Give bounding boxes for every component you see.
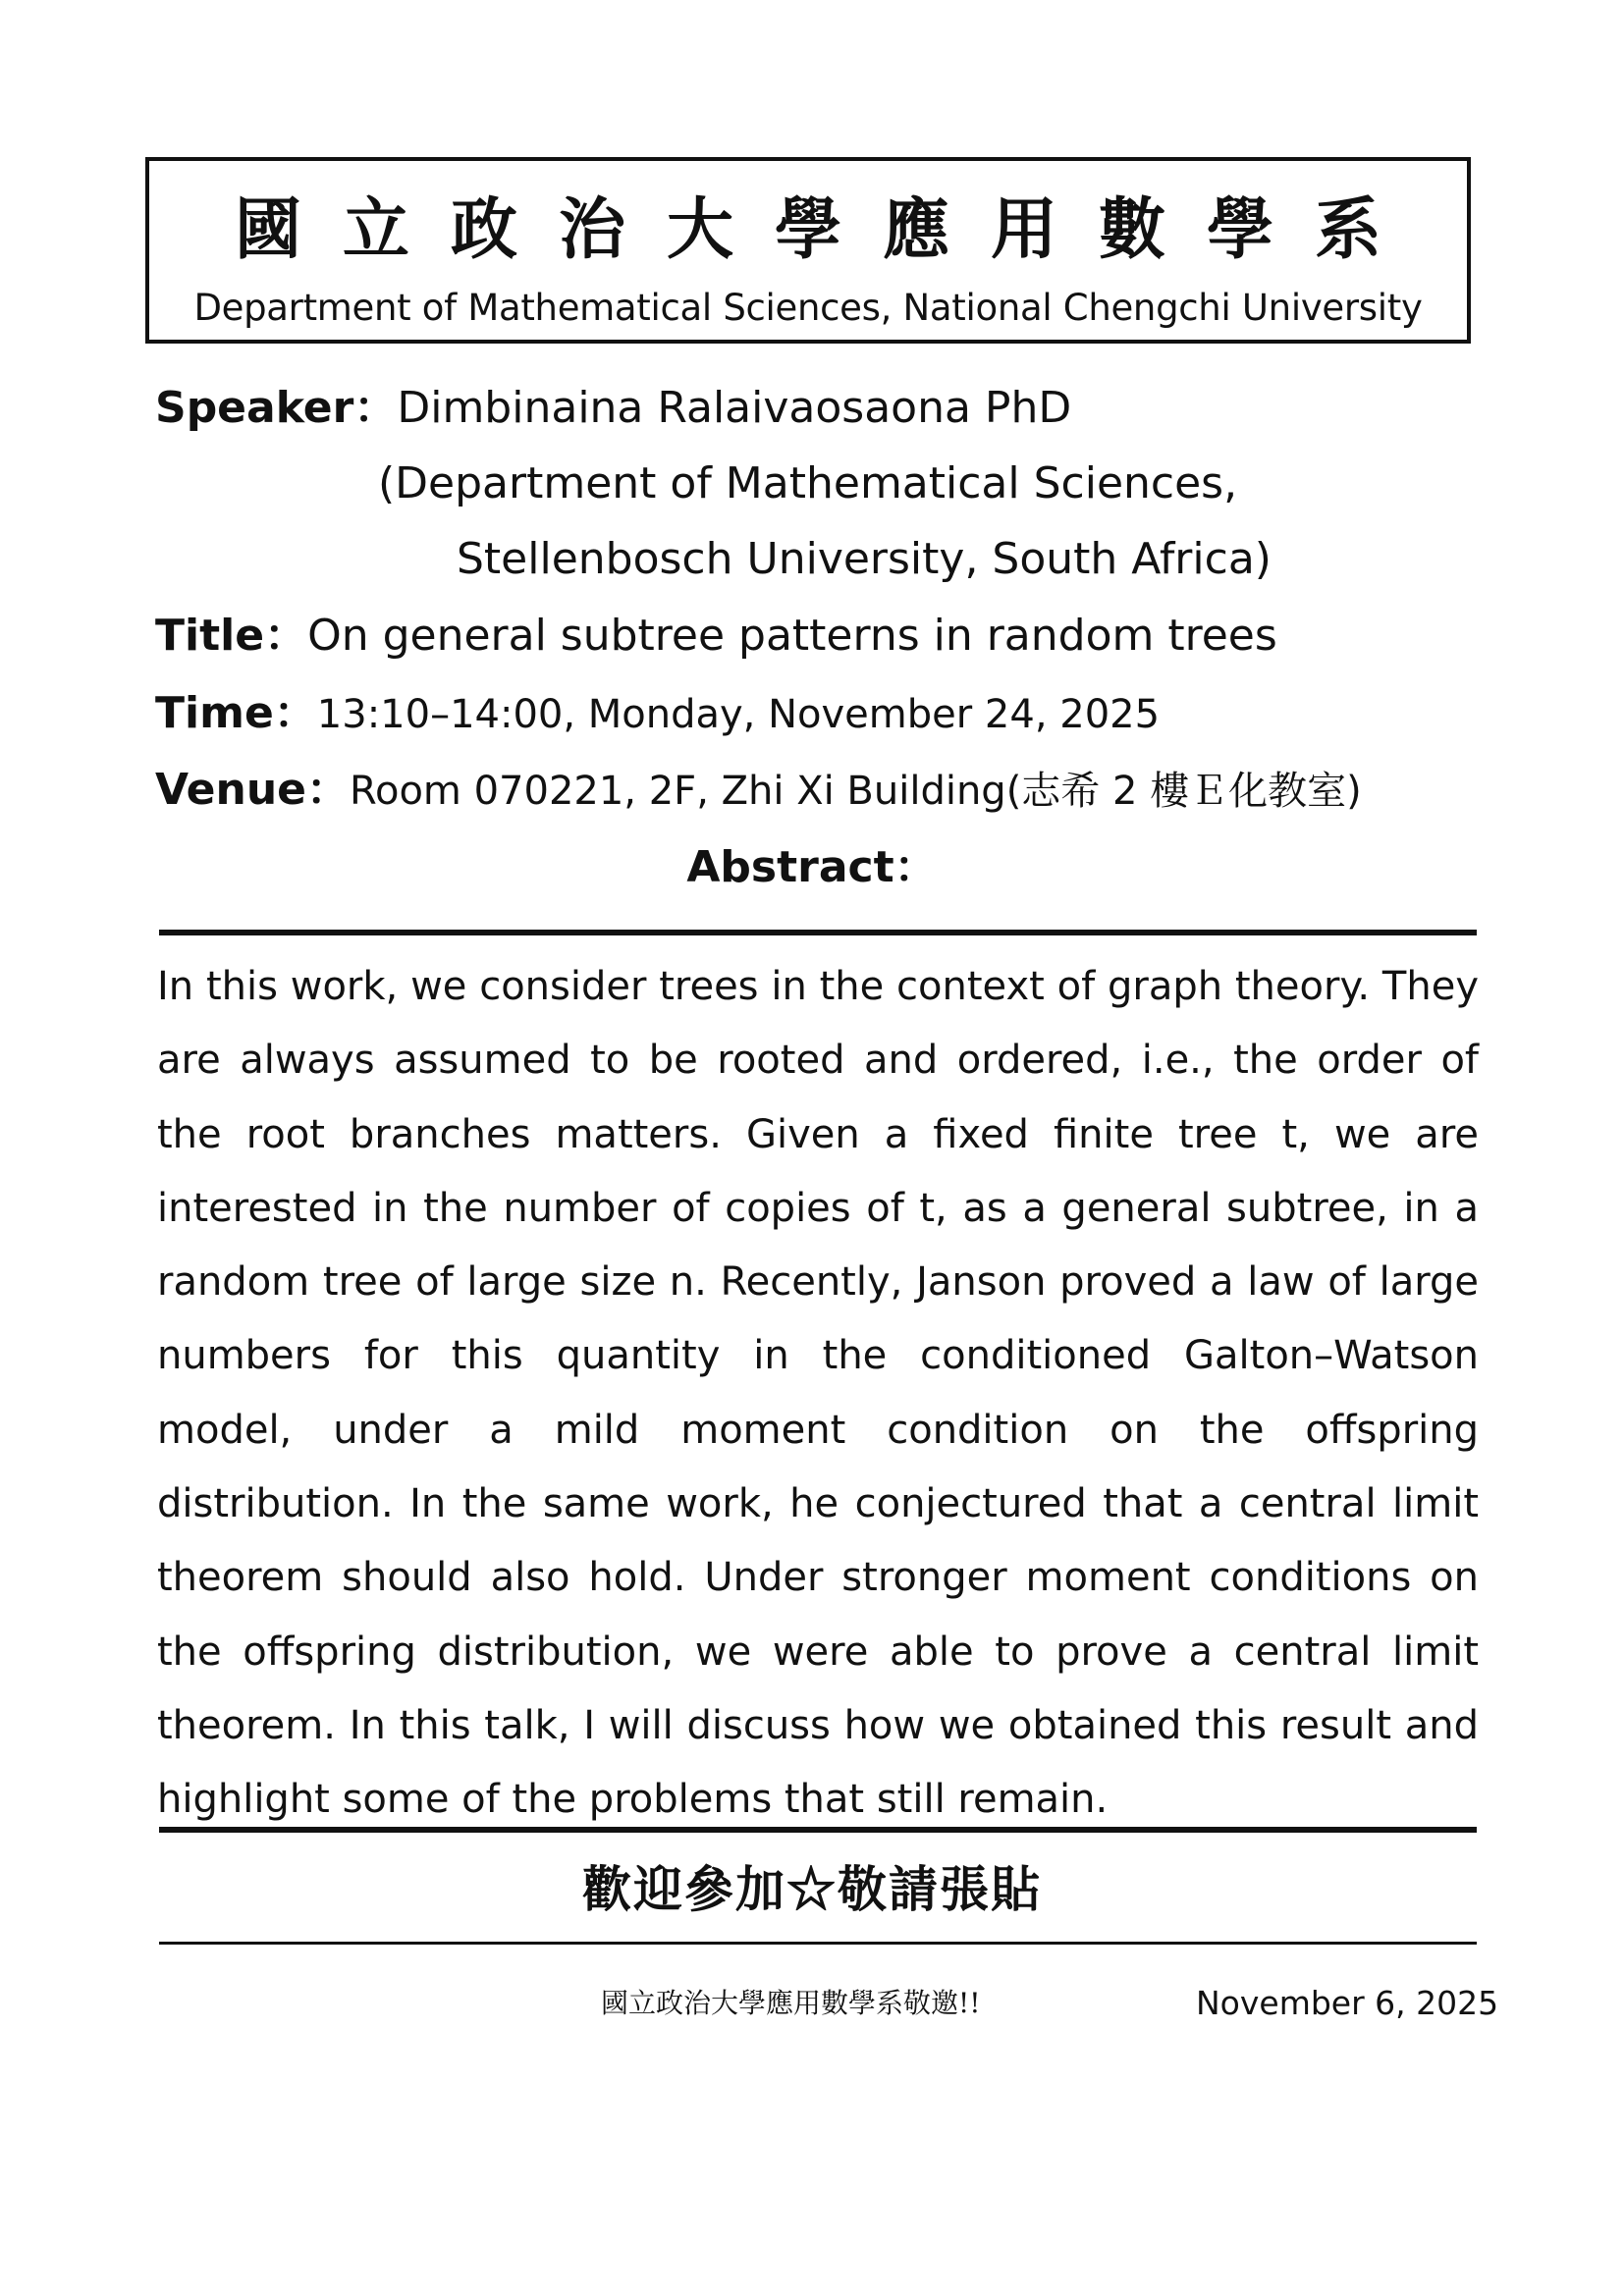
venue-colon: ： xyxy=(305,765,350,815)
footer-date: November 6, 2025 xyxy=(1196,1984,1499,2022)
speaker-label: Speaker xyxy=(155,383,354,433)
abstract-heading: Abstract： xyxy=(686,842,938,892)
time-line xyxy=(155,688,1161,738)
speaker-affiliation-line2: Stellenbosch University, South Africa) xyxy=(457,534,1272,584)
talk-time: 13:10–14:00, Monday, November 24, 2025 xyxy=(316,692,1161,737)
abstract-text: In this work, we consider trees in the context of graph theory. They are always assumed to be rooted and ordered, i.e., the order of the root branches matters. Given a fixed finite tree t, we are interested in the number of copies of t, as a general subtree, in a random tree of large size n. Recently, Janson proved a law of large numbers for this quantity in the conditioned Galton–Watson model, under a mild moment condition on the offspring distribution. In the same work, he conjectured that a central limit theorem should also hold. Under stronger moment conditions on the offspring distribution, we were able to prove a central limit theorem. In this talk, I will discuss how we obtained this result and highlight some of the problems that still remain. xyxy=(157,964,1479,1823)
speaker-line xyxy=(155,383,1072,433)
footer-invitation: 國立政治大學應用數學系敬邀!! xyxy=(601,1987,981,2019)
abstract-bottom-rule xyxy=(159,1827,1477,1833)
department-title-chinese: 國立政治大學應用數學系 xyxy=(234,190,1423,269)
welcome-banner: 歡迎參加☆敬請張貼 xyxy=(582,1860,1042,1918)
time-colon: ： xyxy=(273,688,317,738)
venue-line xyxy=(155,765,1362,815)
talk-venue: Room 070221, 2F, Zhi Xi Building(志希 2 樓Ｅ化教室) xyxy=(349,769,1362,814)
title-line xyxy=(155,611,1277,661)
talk-title: On general subtree patterns in random trees xyxy=(307,611,1277,661)
speaker-affiliation-line1: (Department of Mathematical Sciences, xyxy=(378,458,1238,508)
title-colon: ： xyxy=(264,611,308,661)
footer-rule xyxy=(159,1942,1477,1945)
venue-label: Venue xyxy=(155,765,306,815)
department-header-box xyxy=(145,157,1471,344)
time-label: Time xyxy=(155,688,274,738)
title-label: Title xyxy=(155,611,265,661)
speaker-colon: ： xyxy=(353,383,398,433)
speaker-name: Dimbinaina Ralaivaosaona PhD xyxy=(397,383,1072,433)
department-title-english: Department of Mathematical Sciences, National Chengchi University xyxy=(193,287,1423,329)
abstract-top-rule xyxy=(159,930,1477,935)
